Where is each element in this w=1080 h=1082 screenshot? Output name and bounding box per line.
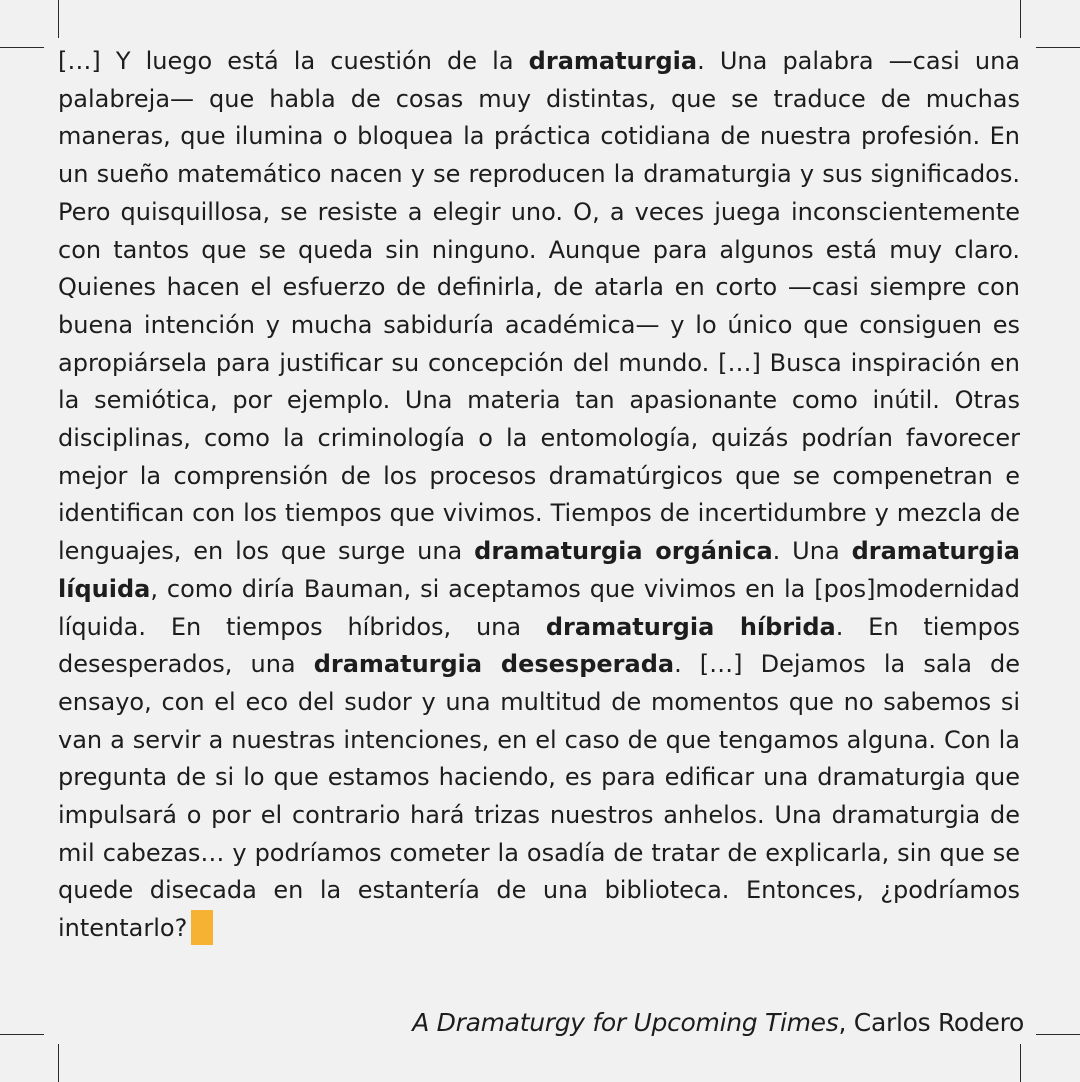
- end-marker-block: [191, 910, 213, 945]
- crop-mark-bottom-left-horizontal: [0, 1034, 44, 1035]
- quote-segment: , como diría Bauman, si aceptamos que vivimos en la [pos]modernidad líquida. En tiempos híbridos, una: [58, 574, 1020, 641]
- quote-segment: . […] Dejamos la sala de ensayo, con el eco del sudor y una multitud de momentos que no sabemos si van a servir a nuestras intenciones, en el caso de que tengamos alguna. Con la pregunta de si lo que estamos haciendo, es para edificar una dramaturgia que impulsará o por el contrario hará trizas nuestros anhelos. Una dramaturgia de mil cabezas… y podríamos cometer la osadía de tratar de explicarla, sin que se quede disecada en la estantería de una biblioteca. Entonces, ¿podríamos intentarlo?: [58, 650, 1020, 943]
- quote-emphasis: dramaturgia híbrida: [545, 612, 836, 641]
- crop-mark-bottom-left-vertical: [58, 1044, 59, 1082]
- quote-segment: . En tiempos desesperados, una: [58, 612, 1020, 679]
- crop-mark-top-right-vertical: [1020, 0, 1021, 38]
- crop-mark-top-left-vertical: [58, 0, 59, 38]
- crop-mark-bottom-right-vertical: [1020, 1044, 1021, 1082]
- crop-mark-top-right-horizontal: [1036, 47, 1080, 48]
- quote-segment: . Una: [772, 537, 852, 566]
- attribution-title: A Dramaturgy for Upcoming Times: [412, 1008, 839, 1037]
- quote-segment: . Una palabra —casi una palabreja— que habla de cosas muy distintas, que se traduce de muchas maneras, que ilumina o bloquea la práctica cotidiana de nuestra profesión. En un sueño matemático nacen y se reproducen la dramaturgia y sus significados. Pero quisquillosa, se resiste a elegir uno. O, a veces juega inconscientemente con tantos que se queda sin ninguno. Aunque para algunos está muy claro. Quienes hacen el esfuerzo de definirla, de atarla en corto —casi siempre con buena intención y mucha sabiduría académica— y lo único que consiguen es apropiársela para justificar su concepción del mundo. […] Busca inspiración en la semiótica, por ejemplo. Una materia tan apasionante como inútil. Otras disciplinas, como la criminología o la entomología, quizás podrían favorecer mejor la comprensión de los procesos dramatúrgicos que se compenetran e identifican con los tiempos que vivimos. Tiempos de incertidumbre y mezcla de lenguajes, en los que surge una: [58, 47, 1020, 566]
- quote-segment: […] Y luego está la cuestión de la: [58, 47, 529, 75]
- quote-emphasis: dramaturgia: [528, 47, 698, 75]
- attribution-separator: ,: [838, 1008, 847, 1037]
- crop-mark-bottom-right-horizontal: [1036, 1034, 1080, 1035]
- attribution: [412, 1003, 1024, 1043]
- attribution-author: Carlos Rodero: [846, 1008, 1024, 1037]
- quote-text: [58, 43, 1020, 948]
- quote-emphasis: dramaturgia líquida: [58, 537, 1020, 603]
- quote-emphasis: dramaturgia orgánica: [474, 537, 773, 566]
- quote-emphasis: dramaturgia desesperada: [313, 650, 675, 679]
- crop-mark-top-left-horizontal: [0, 47, 44, 48]
